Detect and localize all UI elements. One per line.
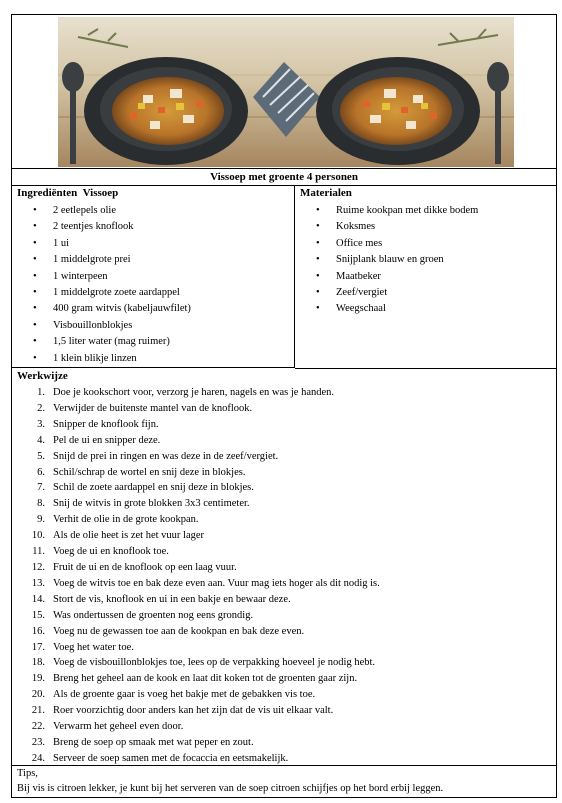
step-number: 24. [31,752,45,764]
step-text: Als de olie heet is zet het vuur lager [53,530,205,542]
step-number: 4. [37,434,45,446]
step-text: Snijd de prei in ringen en was deze in de zeef/vergiet. [53,450,279,462]
step-text: Voeg de visbouillonblokjes toe, lees op de verpakking hoeveel je nodig hebt. [53,657,376,669]
step-text: Als de groente gaar is voeg het bakje met de gebakken vis toe. [53,689,316,701]
step-number: 21. [31,705,45,717]
materials-cell [295,186,556,369]
ingredient-item: • 1 middelgrote prei [12,252,294,268]
method-heading: Werkwijze [17,370,68,382]
method-step [12,735,556,751]
method-step [12,417,556,433]
method-step [12,703,556,719]
method-step [12,751,556,767]
ingredient-item: • 2 eetlepels olie [12,203,294,219]
soup-illustration [58,17,514,167]
step-number: 5. [37,450,45,462]
step-text: Voeg nu de gewassen toe aan de kookpan en bak deze even. [53,625,305,637]
tips-heading: Tips, [17,768,38,779]
step-number: 15. [31,609,45,621]
method-step [12,640,556,656]
method-step [12,433,556,449]
step-number: 22. [31,721,45,733]
ingredient-item: • 2 teentjes knoflook [12,219,294,235]
step-number: 10. [31,530,45,542]
step-text: Pel de ui en snipper deze. [53,434,161,446]
right-bowl [316,57,480,165]
materials-list [295,203,556,318]
step-text: Snipper de knoflook fijn. [53,418,159,430]
tips-cell [12,766,556,798]
method-step [12,592,556,608]
method-step [12,624,556,640]
step-number: 3. [37,418,45,430]
photo-row [12,15,556,169]
material-item: • Zeef/vergiet [295,285,556,301]
method-step [12,512,556,528]
step-text: Breng de soep op smaak met wat peper en zout. [53,736,254,748]
ingredient-item: • 1 ui [12,236,294,252]
step-text: Was ondertussen de groenten nog eens grondig. [53,609,254,621]
method-step [12,480,556,496]
method-step [12,496,556,512]
recipe-card [11,14,557,798]
step-text: Doe je kookschort voor, verzorg je haren, nagels en was je handen. [53,387,335,398]
step-text: Snij de witvis in grote blokken 3x3 centimeter. [53,498,250,510]
material-item: • Office mes [295,236,556,252]
left-bowl [84,57,248,165]
method-step [12,449,556,465]
method-step [12,560,556,576]
step-text: Schil/schrap de wortel en snij deze in blokjes. [53,466,246,478]
ingredient-item: • 1 middelgrote zoete aardappel [12,285,294,301]
step-number: 6. [37,466,45,478]
step-text: Voeg de ui en knoflook toe. [53,546,169,558]
ingredient-item: • 400 gram witvis (kabeljauwfilet) [12,301,294,317]
method-step [12,608,556,624]
method-step [12,719,556,735]
step-number: 14. [31,593,45,605]
step-text: Breng het geheel aan de kook en laat dit koken tot de groenten gaar zijn. [53,673,358,685]
ingredient-item: • 1 klein blikje linzen [12,351,294,367]
step-number: 2. [37,402,45,414]
step-number: 23. [31,736,45,748]
step-number: 19. [31,673,45,685]
method-step [12,671,556,687]
step-number: 12. [31,561,45,573]
ingredients-cell [12,186,295,368]
material-item: • Maatbeker [295,269,556,285]
method-step [12,528,556,544]
step-number: 13. [31,577,45,589]
step-number: 9. [37,514,45,526]
step-text: Stort de vis, knoflook en ui in een bakje en bewaar deze. [53,593,291,605]
step-number: 20. [31,689,45,701]
material-item: • Snijplank blauw en groen [295,252,556,268]
step-text: Voeg het water toe. [53,641,134,653]
ingredient-item: • Visbouillonblokjes [12,318,294,334]
ingredients-heading: Ingrediënten Vissoep [17,187,119,199]
method-step [12,465,556,481]
step-number: 7. [37,482,45,494]
step-text: Schil de zoete aardappel en snij deze in blokjes. [53,482,254,494]
step-text: Verwarm het geheel even door. [53,721,184,733]
ingredient-item: • 1 winterpeen [12,269,294,285]
step-number: 1. [37,387,45,398]
method-step [12,687,556,703]
ingredient-item: • 1,5 liter water (mag ruimer) [12,334,294,350]
step-text: Fruit de ui en de knoflook op een laag vuur. [53,561,237,573]
method-step [12,576,556,592]
material-item: • Weegschaal [295,301,556,317]
step-text: Verwijder de buitenste mantel van de knoflook. [53,402,253,414]
step-text: Verhit de olie in de grote kookpan. [53,514,199,526]
method-steps [12,385,556,767]
method-step [12,544,556,560]
step-number: 8. [37,498,45,510]
materials-heading: Materialen [300,187,352,199]
method-step [12,385,556,401]
method-cell [12,369,556,766]
step-text: Serveer de soep samen met de focaccia en eetsmakelijk. [53,752,289,764]
method-step [12,401,556,417]
tips-text: Bij vis is citroen lekker, je kunt bij het serveren van de soep citroen schijfjes op het bord erbij leggen. [17,783,444,794]
material-item: • Ruime kookpan met dikke bodem [295,203,556,219]
step-number: 17. [31,641,45,653]
step-text: Roer voorzichtig door anders kan het zijn dat de vis uit elkaar valt. [53,705,334,717]
recipe-title: Vissoep met groente 4 personen [12,169,556,186]
step-number: 11. [32,546,45,558]
ingredients-list [12,203,294,367]
method-step [12,655,556,671]
soup-photo [58,17,514,167]
step-number: 18. [31,657,45,669]
step-text: Voeg de witvis toe en bak deze even aan. Vuur mag iets hoger als dit nodig is. [53,577,380,589]
step-number: 16. [31,625,45,637]
material-item: • Koksmes [295,219,556,235]
